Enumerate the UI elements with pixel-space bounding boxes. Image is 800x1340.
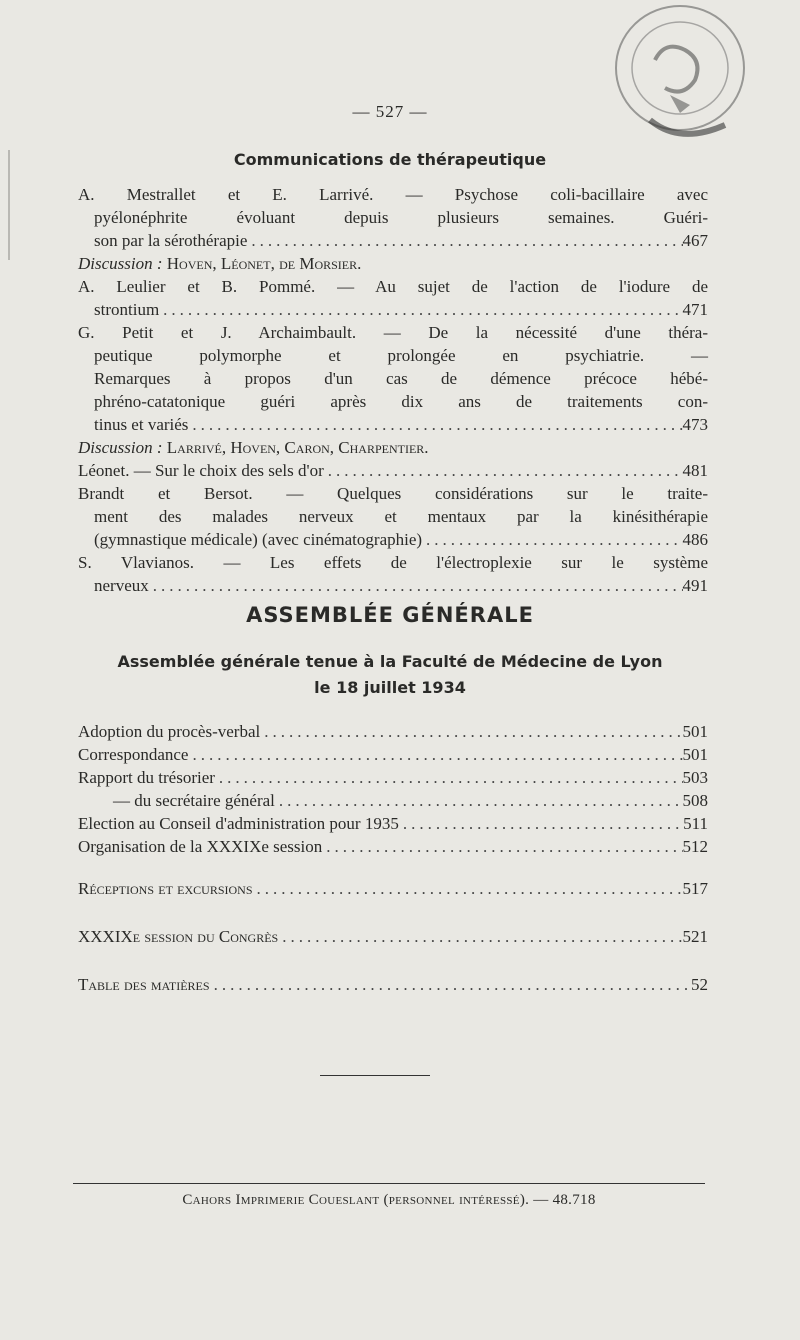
discussion-line — [78, 436, 708, 459]
toc-entry — [78, 482, 708, 551]
discussion-names: Hoven, Léonet, de Morsier. — [166, 254, 362, 273]
page-ref: 512 — [682, 837, 708, 856]
entry-last-line: strontium — [94, 300, 160, 319]
assembly-title: ASSEMBLÉE GÉNÉRALE — [246, 603, 534, 627]
assembly-item — [78, 812, 708, 835]
item-label: XXXIXe session du Congrès — [78, 927, 279, 946]
item-label: Organisation de la XXXIXe session — [78, 837, 323, 856]
entry-last-line: Léonet. — Sur le choix des sels d'or — [78, 461, 324, 480]
toc-entry — [78, 459, 708, 482]
toc-item — [78, 877, 708, 900]
page-number: — 527 — — [352, 102, 428, 121]
entry-line: G. Petit et J. Archaimbault. — De la nécessité d'une théra- — [78, 323, 708, 342]
entry-leader-line — [78, 413, 708, 436]
item-label: Table des matières — [78, 975, 210, 994]
entry-line: Brandt et Bersot. — Quelques considérations sur le traite- — [78, 484, 708, 503]
entry-line: peutique polymorphe et prolongée en psychiatrie. — — [94, 346, 708, 365]
page-ref: 486 — [682, 530, 708, 549]
entry-last-line: son par la sérothérapie — [94, 231, 248, 250]
assembly-item — [78, 720, 708, 743]
assembly-item — [78, 835, 708, 858]
entry-line: A. Mestrallet et E. Larrivé. — Psychose coli-bacillaire avec — [78, 185, 708, 204]
leader-dots — [159, 298, 682, 321]
assembly-subtitle-line1: Assemblée générale tenue à la Faculté de Médecine de Lyon — [117, 652, 663, 671]
entry-leader-line — [78, 574, 708, 597]
entry-last-line: (gymnastique médicale) (avec cinématographie) — [94, 530, 423, 549]
therapeutics-entries — [78, 183, 708, 597]
entry-line: S. Vlavianos. — Les effets de l'électroplexie sur le système — [78, 553, 708, 572]
toc-entry — [78, 275, 708, 321]
leader-dots — [210, 973, 691, 996]
leader-dots — [260, 720, 682, 743]
leader-dots — [188, 413, 682, 436]
page-ref: 517 — [682, 879, 708, 898]
leader-dots — [399, 812, 683, 835]
discussion-names: Larrivé, Hoven, Caron, Charpentier. — [166, 438, 429, 457]
entry-line: pyélonéphrite évoluant depuis plusieurs semaines. Guéri- — [94, 208, 708, 227]
item-label: Adoption du procès-verbal — [78, 722, 261, 741]
page-ref: 501 — [682, 722, 708, 741]
item-label: Rapport du trésorier — [78, 768, 215, 787]
item-label: Réceptions et excursions — [78, 879, 253, 898]
assembly-item — [78, 789, 708, 812]
leader-dots — [278, 925, 682, 948]
leader-dots — [215, 766, 683, 789]
item-label: Correspondance — [78, 745, 189, 764]
divider-footer — [73, 1183, 705, 1184]
page-ref: 481 — [682, 461, 708, 480]
other-item-receptions — [78, 877, 708, 900]
entry-leader-line — [78, 528, 708, 551]
section-title-therapeutics: Communications de thérapeutique — [233, 150, 547, 169]
page-ref: 503 — [682, 768, 708, 787]
page-ref: 467 — [682, 231, 708, 250]
assembly-subtitle-line2: le 18 juillet 1934 — [314, 678, 466, 697]
printer-footer: Cahors Imprimerie Coueslant (personnel intéressé). — 48.718 — [182, 1192, 596, 1208]
leader-dots — [324, 459, 683, 482]
leader-dots — [253, 877, 683, 900]
item-label: Election au Conseil d'administration pour 1935 — [78, 814, 399, 833]
page-ref: 471 — [682, 300, 708, 319]
entry-leader-line — [78, 298, 708, 321]
leader-dots — [422, 528, 682, 551]
library-stamp — [600, 0, 765, 150]
page-ref: 508 — [682, 791, 708, 810]
toc-entry — [78, 183, 708, 252]
entry-line: phréno-catatonique guéri après dix ans de traitements con- — [94, 392, 708, 411]
leader-dots — [322, 835, 682, 858]
toc-entry — [78, 551, 708, 597]
discussion-label: Discussion : — [78, 438, 163, 457]
page-ref: 473 — [682, 415, 708, 434]
page-ref: 52 — [691, 975, 708, 994]
assembly-items — [78, 720, 708, 858]
entry-last-line: tinus et variés — [94, 415, 189, 434]
divider-short — [320, 1075, 430, 1076]
discussion-label: Discussion : — [78, 254, 163, 273]
entry-line: ment des malades nerveux et mentaux par la kinésithérapie — [94, 507, 708, 526]
leader-dots — [275, 789, 683, 812]
entry-leader-line — [78, 229, 708, 252]
entry-line: Remarques à propos d'un cas de démence précoce hébé- — [94, 369, 708, 388]
item-label: — du secrétaire général — [113, 791, 275, 810]
toc-item — [78, 925, 708, 948]
page-ref: 511 — [683, 814, 708, 833]
discussion-line — [78, 252, 708, 275]
entry-line: A. Leulier et B. Pommé. — Au sujet de l'action de l'iodure de — [78, 277, 708, 296]
leader-dots — [149, 574, 683, 597]
other-item-table — [78, 973, 708, 996]
entry-leader-line — [78, 459, 708, 482]
other-item-session — [78, 925, 708, 948]
entry-last-line: nerveux — [94, 576, 149, 595]
assembly-item — [78, 766, 708, 789]
page-ref: 491 — [682, 576, 708, 595]
leader-dots — [188, 743, 682, 766]
toc-item — [78, 973, 708, 996]
page-ref: 501 — [682, 745, 708, 764]
page-ref: 521 — [682, 927, 708, 946]
assembly-item — [78, 743, 708, 766]
leader-dots — [247, 229, 682, 252]
toc-entry — [78, 321, 708, 436]
